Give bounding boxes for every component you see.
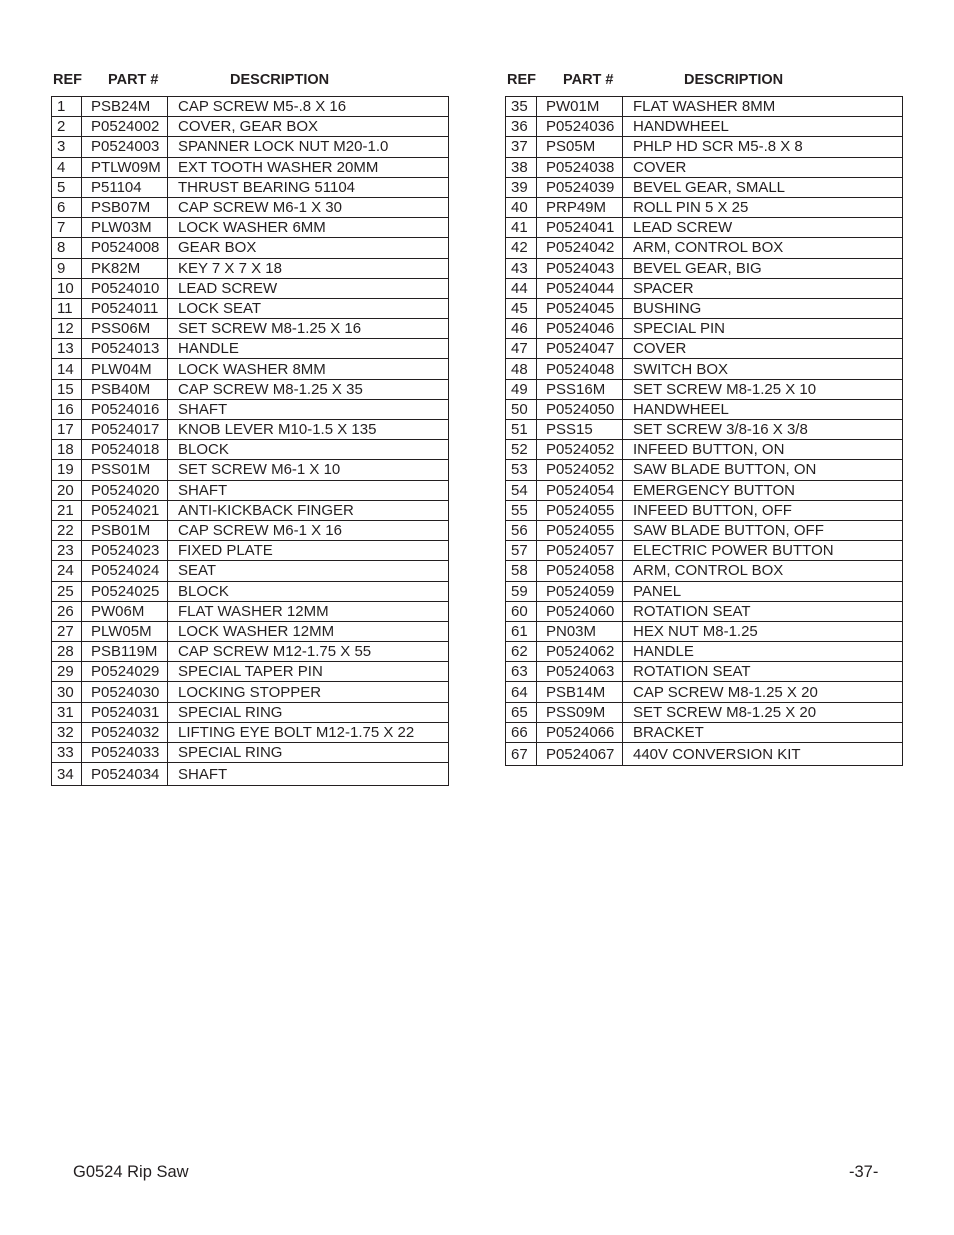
description-cell: KEY 7 X 7 X 18: [168, 258, 449, 278]
part-header: PART #: [108, 72, 159, 88]
ref-cell: 7: [52, 218, 82, 238]
description-header: DESCRIPTION: [230, 72, 330, 88]
table-row: [506, 460, 903, 480]
part-number-cell: P0524041: [537, 218, 623, 238]
table-row: [506, 278, 903, 298]
ref-cell: 12: [52, 319, 82, 339]
table-row: [52, 258, 449, 278]
ref-cell: 36: [506, 117, 537, 137]
table-row: [52, 359, 449, 379]
table-row: [506, 399, 903, 419]
table-row: [52, 642, 449, 662]
ref-cell: 11: [52, 298, 82, 318]
part-number-cell: PSS15: [537, 420, 623, 440]
table-row: [506, 480, 903, 500]
part-number-cell: PSS16M: [537, 379, 623, 399]
ref-cell: 14: [52, 359, 82, 379]
table-row: [506, 642, 903, 662]
table-row: [52, 420, 449, 440]
description-cell: HANDWHEEL: [623, 117, 903, 137]
ref-cell: 25: [52, 581, 82, 601]
description-cell: BRACKET: [623, 722, 903, 742]
table-row: [52, 520, 449, 540]
part-number-cell: PRP49M: [537, 197, 623, 217]
description-cell: ROTATION SEAT: [623, 601, 903, 621]
description-cell: EXT TOOTH WASHER 20MM: [168, 157, 449, 177]
ref-cell: 4: [52, 157, 82, 177]
table-row: [506, 238, 903, 258]
part-number-cell: P0524030: [82, 682, 168, 702]
part-number-cell: P0524063: [537, 662, 623, 682]
table-row: [506, 137, 903, 157]
table-row: [506, 743, 903, 766]
description-cell: ARM, CONTROL BOX: [623, 561, 903, 581]
part-number-cell: PSB07M: [82, 197, 168, 217]
description-cell: HEX NUT M8-1.25: [623, 621, 903, 641]
table-row: [506, 258, 903, 278]
description-cell: LOCK SEAT: [168, 298, 449, 318]
table-row: [506, 218, 903, 238]
ref-cell: 38: [506, 157, 537, 177]
table-row: [506, 621, 903, 641]
description-cell: SET SCREW M8-1.25 X 20: [623, 702, 903, 722]
ref-cell: 30: [52, 682, 82, 702]
ref-cell: 32: [52, 722, 82, 742]
part-number-cell: P0524067: [537, 743, 623, 766]
table-row: [52, 440, 449, 460]
ref-cell: 60: [506, 601, 537, 621]
description-cell: HANDWHEEL: [623, 399, 903, 419]
part-number-cell: P0524034: [82, 763, 168, 786]
table-row: [52, 480, 449, 500]
left-column-headers: [51, 72, 449, 90]
part-number-cell: PW01M: [537, 97, 623, 117]
table-row: [52, 743, 449, 763]
ref-cell: 66: [506, 722, 537, 742]
description-cell: CAP SCREW M12-1.75 X 55: [168, 642, 449, 662]
table-row: [52, 541, 449, 561]
ref-cell: 52: [506, 440, 537, 460]
ref-cell: 37: [506, 137, 537, 157]
table-row: [506, 97, 903, 117]
part-number-cell: P0524052: [537, 460, 623, 480]
table-row: [506, 702, 903, 722]
description-cell: COVER, GEAR BOX: [168, 117, 449, 137]
table-row: [506, 440, 903, 460]
description-cell: SPACER: [623, 278, 903, 298]
part-number-cell: P0524066: [537, 722, 623, 742]
table-row: [52, 500, 449, 520]
description-cell: BLOCK: [168, 581, 449, 601]
table-row: [52, 722, 449, 742]
table-row: [506, 117, 903, 137]
ref-cell: 58: [506, 561, 537, 581]
description-cell: SET SCREW M8-1.25 X 10: [623, 379, 903, 399]
description-cell: ELECTRIC POWER BUTTON: [623, 541, 903, 561]
part-number-cell: PLW05M: [82, 621, 168, 641]
part-number-cell: P0524058: [537, 561, 623, 581]
description-cell: CAP SCREW M8-1.25 X 35: [168, 379, 449, 399]
description-cell: ROTATION SEAT: [623, 662, 903, 682]
part-number-cell: P0524031: [82, 702, 168, 722]
ref-cell: 15: [52, 379, 82, 399]
ref-cell: 24: [52, 561, 82, 581]
description-cell: ANTI-KICKBACK FINGER: [168, 500, 449, 520]
description-cell: HANDLE: [623, 642, 903, 662]
table-row: [506, 520, 903, 540]
part-number-cell: P0524059: [537, 581, 623, 601]
parts-table-left: [51, 96, 449, 786]
part-number-cell: PSB01M: [82, 520, 168, 540]
description-cell: SWITCH BOX: [623, 359, 903, 379]
part-number-cell: P0524060: [537, 601, 623, 621]
table-row: [52, 157, 449, 177]
ref-cell: 40: [506, 197, 537, 217]
ref-cell: 20: [52, 480, 82, 500]
ref-cell: 31: [52, 702, 82, 722]
description-cell: ROLL PIN 5 X 25: [623, 197, 903, 217]
part-number-cell: P0524042: [537, 238, 623, 258]
ref-cell: 2: [52, 117, 82, 137]
table-row: [52, 319, 449, 339]
description-cell: LOCK WASHER 8MM: [168, 359, 449, 379]
description-cell: SPECIAL RING: [168, 702, 449, 722]
part-number-cell: PS05M: [537, 137, 623, 157]
part-number-cell: P0524003: [82, 137, 168, 157]
table-row: [52, 460, 449, 480]
part-number-cell: P0524018: [82, 440, 168, 460]
description-cell: SPANNER LOCK NUT M20-1.0: [168, 137, 449, 157]
table-row: [52, 238, 449, 258]
table-row: [52, 379, 449, 399]
part-header: PART #: [563, 72, 614, 88]
description-cell: INFEED BUTTON, ON: [623, 440, 903, 460]
ref-cell: 27: [52, 621, 82, 641]
description-cell: SET SCREW M8-1.25 X 16: [168, 319, 449, 339]
part-number-cell: P0524008: [82, 238, 168, 258]
table-row: [52, 682, 449, 702]
description-cell: BEVEL GEAR, BIG: [623, 258, 903, 278]
table-row: [52, 621, 449, 641]
description-cell: EMERGENCY BUTTON: [623, 480, 903, 500]
part-number-cell: PSB40M: [82, 379, 168, 399]
part-number-cell: PSB119M: [82, 642, 168, 662]
description-cell: SPECIAL TAPER PIN: [168, 662, 449, 682]
ref-cell: 54: [506, 480, 537, 500]
part-number-cell: PW06M: [82, 601, 168, 621]
part-number-cell: P0524021: [82, 500, 168, 520]
description-cell: CAP SCREW M6-1 X 30: [168, 197, 449, 217]
table-row: [52, 399, 449, 419]
ref-cell: 8: [52, 238, 82, 258]
description-cell: CAP SCREW M6-1 X 16: [168, 520, 449, 540]
ref-cell: 9: [52, 258, 82, 278]
part-number-cell: P0524052: [537, 440, 623, 460]
ref-cell: 18: [52, 440, 82, 460]
description-cell: HANDLE: [168, 339, 449, 359]
ref-cell: 35: [506, 97, 537, 117]
description-cell: PANEL: [623, 581, 903, 601]
ref-cell: 6: [52, 197, 82, 217]
ref-cell: 61: [506, 621, 537, 641]
ref-cell: 46: [506, 319, 537, 339]
part-number-cell: P0524017: [82, 420, 168, 440]
description-cell: KNOB LEVER M10-1.5 X 135: [168, 420, 449, 440]
description-cell: FLAT WASHER 8MM: [623, 97, 903, 117]
part-number-cell: PTLW09M: [82, 157, 168, 177]
description-cell: INFEED BUTTON, OFF: [623, 500, 903, 520]
ref-header: REF: [53, 72, 82, 88]
part-number-cell: P0524038: [537, 157, 623, 177]
table-row: [506, 339, 903, 359]
ref-cell: 59: [506, 581, 537, 601]
ref-cell: 55: [506, 500, 537, 520]
ref-header: REF: [507, 72, 536, 88]
description-cell: LEAD SCREW: [168, 278, 449, 298]
table-row: [506, 541, 903, 561]
ref-cell: 22: [52, 520, 82, 540]
part-number-cell: P0524032: [82, 722, 168, 742]
part-number-cell: PLW03M: [82, 218, 168, 238]
table-row: [52, 137, 449, 157]
table-row: [52, 662, 449, 682]
ref-cell: 41: [506, 218, 537, 238]
table-row: [506, 420, 903, 440]
description-cell: SET SCREW M6-1 X 10: [168, 460, 449, 480]
right-column-headers: [505, 72, 903, 90]
table-row: [52, 218, 449, 238]
table-row: [52, 117, 449, 137]
ref-cell: 50: [506, 399, 537, 419]
part-number-cell: P51104: [82, 177, 168, 197]
part-number-cell: PSS01M: [82, 460, 168, 480]
ref-cell: 5: [52, 177, 82, 197]
ref-cell: 51: [506, 420, 537, 440]
description-cell: THRUST BEARING 51104: [168, 177, 449, 197]
description-header: DESCRIPTION: [684, 72, 784, 88]
description-cell: ARM, CONTROL BOX: [623, 238, 903, 258]
ref-cell: 28: [52, 642, 82, 662]
part-number-cell: P0524057: [537, 541, 623, 561]
page-number: -37-: [849, 1163, 879, 1181]
description-cell: FIXED PLATE: [168, 541, 449, 561]
part-number-cell: P0524036: [537, 117, 623, 137]
table-row: [506, 662, 903, 682]
part-number-cell: P0524013: [82, 339, 168, 359]
description-cell: GEAR BOX: [168, 238, 449, 258]
table-row: [52, 197, 449, 217]
description-cell: SEAT: [168, 561, 449, 581]
ref-cell: 49: [506, 379, 537, 399]
part-number-cell: P0524023: [82, 541, 168, 561]
table-row: [506, 197, 903, 217]
part-number-cell: P0524029: [82, 662, 168, 682]
table-row: [506, 157, 903, 177]
table-row: [506, 298, 903, 318]
ref-cell: 19: [52, 460, 82, 480]
part-number-cell: P0524033: [82, 743, 168, 763]
part-number-cell: P0524046: [537, 319, 623, 339]
part-number-cell: P0524016: [82, 399, 168, 419]
part-number-cell: P0524044: [537, 278, 623, 298]
description-cell: SHAFT: [168, 399, 449, 419]
part-number-cell: P0524024: [82, 561, 168, 581]
footer-title: G0524 Rip Saw: [73, 1163, 189, 1181]
part-number-cell: PSS09M: [537, 702, 623, 722]
ref-cell: 62: [506, 642, 537, 662]
parts-table-right: [505, 96, 903, 766]
description-cell: LOCKING STOPPER: [168, 682, 449, 702]
part-number-cell: P0524039: [537, 177, 623, 197]
ref-cell: 3: [52, 137, 82, 157]
description-cell: SHAFT: [168, 763, 449, 786]
description-cell: CAP SCREW M8-1.25 X 20: [623, 682, 903, 702]
ref-cell: 48: [506, 359, 537, 379]
ref-cell: 10: [52, 278, 82, 298]
part-number-cell: PLW04M: [82, 359, 168, 379]
table-row: [52, 702, 449, 722]
table-row: [506, 682, 903, 702]
ref-cell: 1: [52, 97, 82, 117]
part-number-cell: P0524020: [82, 480, 168, 500]
description-cell: COVER: [623, 157, 903, 177]
description-cell: SAW BLADE BUTTON, ON: [623, 460, 903, 480]
table-row: [52, 763, 449, 786]
ref-cell: 26: [52, 601, 82, 621]
table-row: [506, 500, 903, 520]
table-row: [52, 298, 449, 318]
description-cell: SET SCREW 3/8-16 X 3/8: [623, 420, 903, 440]
ref-cell: 33: [52, 743, 82, 763]
part-number-cell: P0524062: [537, 642, 623, 662]
part-number-cell: P0524055: [537, 520, 623, 540]
description-cell: SAW BLADE BUTTON, OFF: [623, 520, 903, 540]
ref-cell: 64: [506, 682, 537, 702]
ref-cell: 39: [506, 177, 537, 197]
ref-cell: 44: [506, 278, 537, 298]
table-row: [52, 278, 449, 298]
part-number-cell: P0524054: [537, 480, 623, 500]
part-number-cell: P0524043: [537, 258, 623, 278]
ref-cell: 53: [506, 460, 537, 480]
ref-cell: 47: [506, 339, 537, 359]
ref-cell: 45: [506, 298, 537, 318]
table-row: [52, 581, 449, 601]
description-cell: BUSHING: [623, 298, 903, 318]
part-number-cell: P0524048: [537, 359, 623, 379]
part-number-cell: PSS06M: [82, 319, 168, 339]
description-cell: LIFTING EYE BOLT M12-1.75 X 22: [168, 722, 449, 742]
ref-cell: 63: [506, 662, 537, 682]
part-number-cell: P0524045: [537, 298, 623, 318]
ref-cell: 43: [506, 258, 537, 278]
part-number-cell: P0524010: [82, 278, 168, 298]
part-number-cell: P0524055: [537, 500, 623, 520]
table-row: [506, 561, 903, 581]
part-number-cell: P0524011: [82, 298, 168, 318]
table-row: [52, 97, 449, 117]
table-row: [506, 581, 903, 601]
part-number-cell: PSB14M: [537, 682, 623, 702]
description-cell: COVER: [623, 339, 903, 359]
table-row: [506, 319, 903, 339]
ref-cell: 56: [506, 520, 537, 540]
part-number-cell: P0524025: [82, 581, 168, 601]
part-number-cell: PK82M: [82, 258, 168, 278]
table-row: [506, 177, 903, 197]
table-row: [506, 722, 903, 742]
part-number-cell: P0524002: [82, 117, 168, 137]
ref-cell: 67: [506, 743, 537, 766]
table-row: [52, 177, 449, 197]
table-row: [52, 561, 449, 581]
description-cell: CAP SCREW M5-.8 X 16: [168, 97, 449, 117]
description-cell: LOCK WASHER 6MM: [168, 218, 449, 238]
part-number-cell: P0524047: [537, 339, 623, 359]
ref-cell: 34: [52, 763, 82, 786]
description-cell: SHAFT: [168, 480, 449, 500]
part-number-cell: PN03M: [537, 621, 623, 641]
ref-cell: 23: [52, 541, 82, 561]
table-row: [52, 601, 449, 621]
ref-cell: 13: [52, 339, 82, 359]
part-number-cell: PSB24M: [82, 97, 168, 117]
ref-cell: 21: [52, 500, 82, 520]
ref-cell: 16: [52, 399, 82, 419]
part-number-cell: P0524050: [537, 399, 623, 419]
table-row: [506, 379, 903, 399]
description-cell: BLOCK: [168, 440, 449, 460]
description-cell: FLAT WASHER 12MM: [168, 601, 449, 621]
ref-cell: 42: [506, 238, 537, 258]
ref-cell: 17: [52, 420, 82, 440]
table-row: [52, 339, 449, 359]
description-cell: LEAD SCREW: [623, 218, 903, 238]
ref-cell: 57: [506, 541, 537, 561]
description-cell: SPECIAL RING: [168, 743, 449, 763]
table-row: [506, 601, 903, 621]
description-cell: LOCK WASHER 12MM: [168, 621, 449, 641]
ref-cell: 29: [52, 662, 82, 682]
table-row: [506, 359, 903, 379]
description-cell: PHLP HD SCR M5-.8 X 8: [623, 137, 903, 157]
description-cell: SPECIAL PIN: [623, 319, 903, 339]
ref-cell: 65: [506, 702, 537, 722]
description-cell: BEVEL GEAR, SMALL: [623, 177, 903, 197]
description-cell: 440V CONVERSION KIT: [623, 743, 903, 766]
